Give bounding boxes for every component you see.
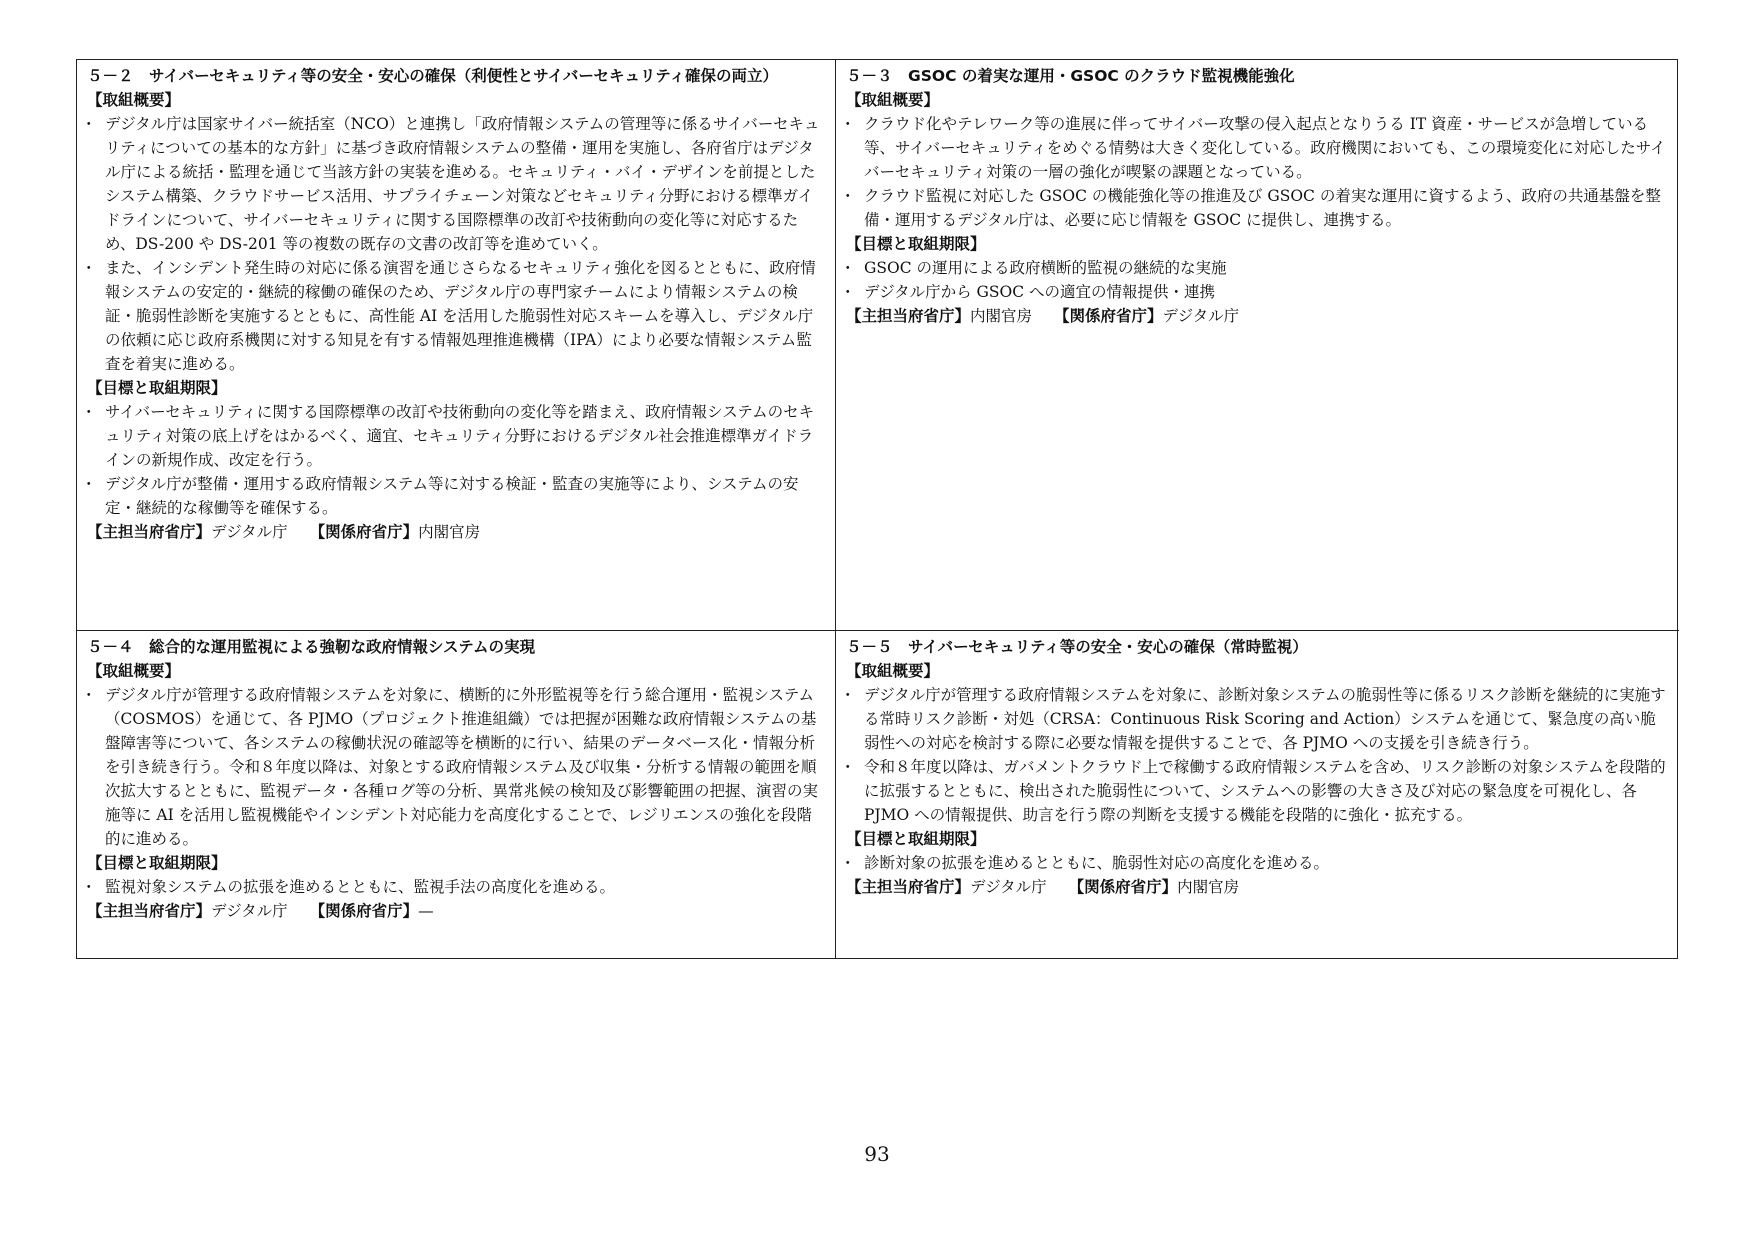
overview-list (846, 683, 1669, 827)
overview-heading: 【取組概要】 (846, 662, 940, 680)
related-label: 【関係府省庁】 (309, 523, 419, 541)
related-value: デジタル庁 (1162, 307, 1240, 325)
list-item: ・ 監視対象システムの拡張を進めるとともに、監視手法の高度化を進める。 (87, 875, 825, 899)
goal-heading: 【目標と取組期限】 (846, 235, 986, 253)
overview-list (87, 112, 825, 376)
list-item: ・ デジタル庁が整備・運用する政府情報システム等に対する検証・監査の実施等により、システムの安定・継続的な稼働等を確保する。 (87, 472, 825, 520)
list-item: ・ クラウド化やテレワーク等の進展に伴ってサイバー攻撃の侵入起点となりうる IT 資産・サービスが急増している等、サイバーセキュリティをめぐる情勢は大きく変化している。政府機関においても、この環境変化に対応したサイバーセキュリティ対策の一層の強化が喫緊の課題となっている。 (846, 112, 1669, 184)
responsible-ministries (87, 899, 825, 923)
overview-heading: 【取組概要】 (87, 91, 181, 109)
list-item: ・ サイバーセキュリティに関する国際標準の改訂や技術動向の変化等を踏まえ、政府情報システムのセキュリティ対策の底上げをはかるべく、適宜、セキュリティ分野におけるデジタル社会推進標準ガイドラインの新規作成、改定を行う。 (87, 400, 825, 472)
responsible-ministries (87, 520, 825, 544)
overview-heading: 【取組概要】 (846, 91, 940, 109)
lead-value: デジタル庁 (211, 523, 288, 541)
section-5-4 (77, 631, 836, 958)
lead-value: デジタル庁 (970, 878, 1047, 896)
goal-heading: 【目標と取組期限】 (87, 379, 227, 397)
section-title: ５－３ GSOC の着実な運用・GSOC のクラウド監視機能強化 (846, 67, 1295, 85)
list-item: ・ デジタル庁が管理する政府情報システムを対象に、診断対象システムの脆弱性等に係るリスク診断を継続的に実施する常時リスク診断・対処（CRSA：Continuous Risk Scoring and Action）システムを通じて、緊急度の高い脆弱性への対応を検討する際に必要な情報を提供することで、各 PJMO への支援を引き続き行う。 (846, 683, 1669, 755)
overview-heading: 【取組概要】 (87, 662, 181, 680)
related-value: 内閣官房 (1177, 878, 1240, 896)
lead-value: 内閣官房 (970, 307, 1033, 325)
goal-list (87, 875, 825, 899)
list-item: ・ 令和８年度以降は、ガバメントクラウド上で稼働する政府情報システムを含め、リスク診断の対象システムを段階的に拡張するとともに、検出された脆弱性について、システムへの影響の大きさ及び対応の緊急度を可視化し、各 PJMO への情報提供、助言を行う際の判断を支援する機能を段階的に強化・拡充する。 (846, 755, 1669, 827)
lead-label: 【主担当府省庁】 (846, 307, 971, 325)
page-number: 93 (864, 1142, 890, 1166)
lead-label: 【主担当府省庁】 (87, 902, 212, 920)
list-item: ・ デジタル庁は国家サイバー統括室（NCO）と連携し「政府情報システムの管理等に係るサイバーセキュリティについての基本的な方針」に基づき政府情報システムの整備・運用を実施し、各府省庁はデジタル庁による統括・監理を通じて当該方針の実装を進める。セキュリティ・バイ・デザインを前提としたシステム構築、クラウドサービス活用、サプライチェーン対策などセキュリティ分野における標準ガイドラインについて、サイバーセキュリティに関する国際標準の改訂や技術動向の変化等に対応するため、DS-200 や DS-201 等の複数の既存の文書の改訂等を進めていく。 (87, 112, 825, 256)
section-title: ５－２ サイバーセキュリティ等の安全・安心の確保（利便性とサイバーセキュリティ確保の両立） (87, 67, 778, 85)
responsible-ministries (846, 875, 1669, 899)
section-5-2 (77, 60, 836, 631)
lead-value: デジタル庁 (211, 902, 288, 920)
lead-label: 【主担当府省庁】 (846, 878, 971, 896)
goal-list (87, 400, 825, 520)
goal-list (846, 851, 1669, 875)
responsible-ministries (846, 304, 1669, 328)
related-value: — (418, 902, 434, 920)
list-item: ・ クラウド監視に対応した GSOC の機能強化等の推進及び GSOC の着実な運用に資するよう、政府の共通基盤を整備・運用するデジタル庁は、必要に応じ情報を GSOC に提供し、連携する。 (846, 184, 1669, 232)
list-item: ・ GSOC の運用による政府横断的監視の継続的な実施 (846, 256, 1669, 280)
section-5-5 (836, 631, 1679, 958)
section-5-3 (836, 60, 1679, 631)
list-item: ・ デジタル庁が管理する政府情報システムを対象に、横断的に外形監視等を行う総合運用・監視システム（COSMOS）を通じて、各 PJMO（プロジェクト推進組織）では把握が困難な政府情報システムの基盤障害等について、各システムの稼働状況の確認等を横断的に行い、結果のデータベース化・情報分析を引き続き行う。令和８年度以降は、対象とする政府情報システム及び収集・分析する情報の範囲を順次拡大するとともに、監視データ・各種ログ等の分析、異常兆候の検知及び影響範囲の把握、演習の実施等に AI を活用し監視機能やインシデント対応能力を高度化することで、レジリエンスの強化を段階的に進める。 (87, 683, 825, 851)
list-item: ・ デジタル庁から GSOC への適宜の情報提供・連携 (846, 280, 1669, 304)
related-value: 内閣官房 (418, 523, 481, 541)
goal-heading: 【目標と取組期限】 (87, 854, 227, 872)
section-title: ５－５ サイバーセキュリティ等の安全・安心の確保（常時監視） (846, 638, 1308, 656)
list-item: ・ また、インシデント発生時の対応に係る演習を通じさらなるセキュリティ強化を図るとともに、政府情報システムの安定的・継続的稼働の確保のため、デジタル庁の専門家チームにより情報システムの検証・脆弱性診断を実施するとともに、高性能 AI を活用した脆弱性対応スキームを導入し、デジタル庁の依頼に応じ政府系機関に対する知見を有する情報処理推進機構（IPA）により必要な情報システム監査を着実に進める。 (87, 256, 825, 376)
measures-table (76, 59, 1678, 959)
goal-heading: 【目標と取組期限】 (846, 830, 986, 848)
section-title: ５－４ 総合的な運用監視による強靭な政府情報システムの実現 (87, 638, 535, 656)
lead-label: 【主担当府省庁】 (87, 523, 212, 541)
related-label: 【関係府省庁】 (1054, 307, 1163, 325)
related-label: 【関係府省庁】 (309, 902, 419, 920)
related-label: 【関係府省庁】 (1068, 878, 1178, 896)
list-item: ・ 診断対象の拡張を進めるとともに、脆弱性対応の高度化を進める。 (846, 851, 1669, 875)
overview-list (846, 112, 1669, 232)
overview-list (87, 683, 825, 851)
goal-list (846, 256, 1669, 304)
